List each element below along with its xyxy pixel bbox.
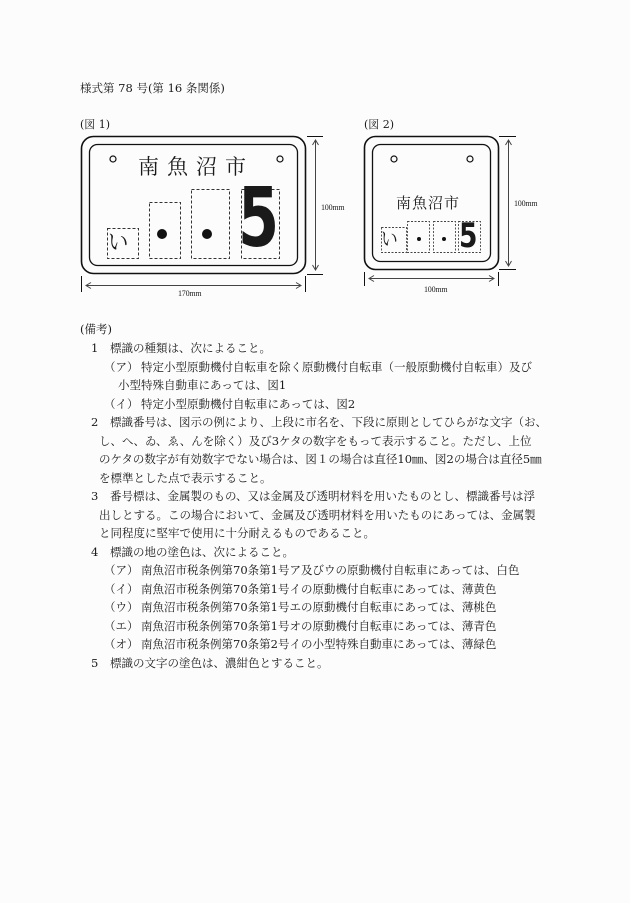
note-subitem-label: （ウ） xyxy=(104,600,139,614)
figure-2-height-label: 100mm xyxy=(514,199,538,208)
note-text: 南魚沼市税条例第70条第1号イの原動機付自転車にあっては、薄黄色 xyxy=(141,582,497,596)
figure-1-label: (図 1) xyxy=(80,118,111,131)
page-title: 様式第 78 号(第 16 条関係) xyxy=(80,81,225,95)
note-number: 1 xyxy=(91,341,99,355)
note-text: と同程度に堅牢で使用に十分耐えるものであること。 xyxy=(99,526,375,540)
bolt-hole-icon xyxy=(391,156,397,162)
notes-heading: (備考) xyxy=(80,322,112,336)
note-subitem-label: （イ） xyxy=(104,397,139,411)
note-text: 標識の地の塗色は、次によること。 xyxy=(110,545,294,559)
note-number: 5 xyxy=(91,656,99,670)
figure-2-digit: 5 xyxy=(459,216,478,256)
note-text: 南魚沼市税条例第70条第1号エの原動機付自転車にあっては、薄桃色 xyxy=(141,600,497,614)
note-text: 番号標は、金属製のもの、又は金属及び透明材料を用いたものとし、標識番号は浮 xyxy=(110,489,536,503)
note-subitem-label: （イ） xyxy=(104,582,139,596)
note-number: 3 xyxy=(91,489,99,503)
figure-1-city-name: 南魚沼市 xyxy=(138,155,254,179)
note-text: 特定小型原動機付自転車を除く原動機付自転車（一般原動機付自転車）及び xyxy=(141,360,532,374)
note-text: 出しとする。この場合において、金属及び透明材料を用いたものにあっては、金属製 xyxy=(99,508,536,522)
note-text: 標識の文字の塗色は、濃紺色とすること。 xyxy=(110,656,329,670)
bolt-hole-icon xyxy=(467,156,473,162)
dot-icon xyxy=(202,229,212,239)
figure-2-city-name: 南魚沼市 xyxy=(396,194,461,212)
figure-1-digit: 5 xyxy=(238,171,278,266)
note-text: 南魚沼市税条例第70条第1号オの原動機付自転車にあっては、薄青色 xyxy=(141,619,497,633)
note-text: 小型特殊自動車にあっては、図1 xyxy=(118,378,287,392)
figure-1-plate-drawing xyxy=(0,0,630,310)
note-text: のケタの数字が有効数字でない場合は、図１の場合は直径10㎜、図2の場合は直径5㎜ xyxy=(99,452,542,466)
note-text: 南魚沼市税条例第70条第2号イの小型特殊自動車にあっては、薄緑色 xyxy=(141,637,497,651)
bolt-hole-icon xyxy=(277,156,283,162)
figure-2-hiragana: い xyxy=(381,227,398,251)
note-subitem-label: （オ） xyxy=(104,637,139,651)
dot-icon xyxy=(157,229,167,239)
bolt-hole-icon xyxy=(110,156,116,162)
dot-icon xyxy=(442,237,446,241)
note-text: を標準とした点で表示すること。 xyxy=(99,471,272,485)
note-number: 2 xyxy=(91,415,99,429)
note-subitem-label: （エ） xyxy=(104,619,139,633)
figure-2-width-label: 100mm xyxy=(424,285,448,294)
note-text: し、へ、ゐ、ゑ、んを除く）及び3ケタの数字をもって表示すること。ただし、上位 xyxy=(99,434,532,448)
figure-2-label: (図 2) xyxy=(364,118,395,131)
figure-1-width-label: 170mm xyxy=(178,289,202,298)
note-text: 標識番号は、図示の例により、上段に市名を、下段に原則としてひらがな文字（お、 xyxy=(110,415,547,429)
note-subitem-label: （ア） xyxy=(104,360,139,374)
note-text: 特定小型原動機付自転車にあっては、図2 xyxy=(141,397,356,411)
dot-icon xyxy=(417,237,421,241)
note-subitem-label: （ア） xyxy=(104,563,139,577)
figure-1-hiragana: い xyxy=(108,228,129,256)
note-number: 4 xyxy=(91,545,99,559)
note-text: 標識の種類は、次によること。 xyxy=(110,341,271,355)
figure-1-height-label: 100mm xyxy=(321,203,345,212)
note-text: 南魚沼市税条例第70条第1号ア及びウの原動機付自転車にあっては、白色 xyxy=(141,563,520,577)
